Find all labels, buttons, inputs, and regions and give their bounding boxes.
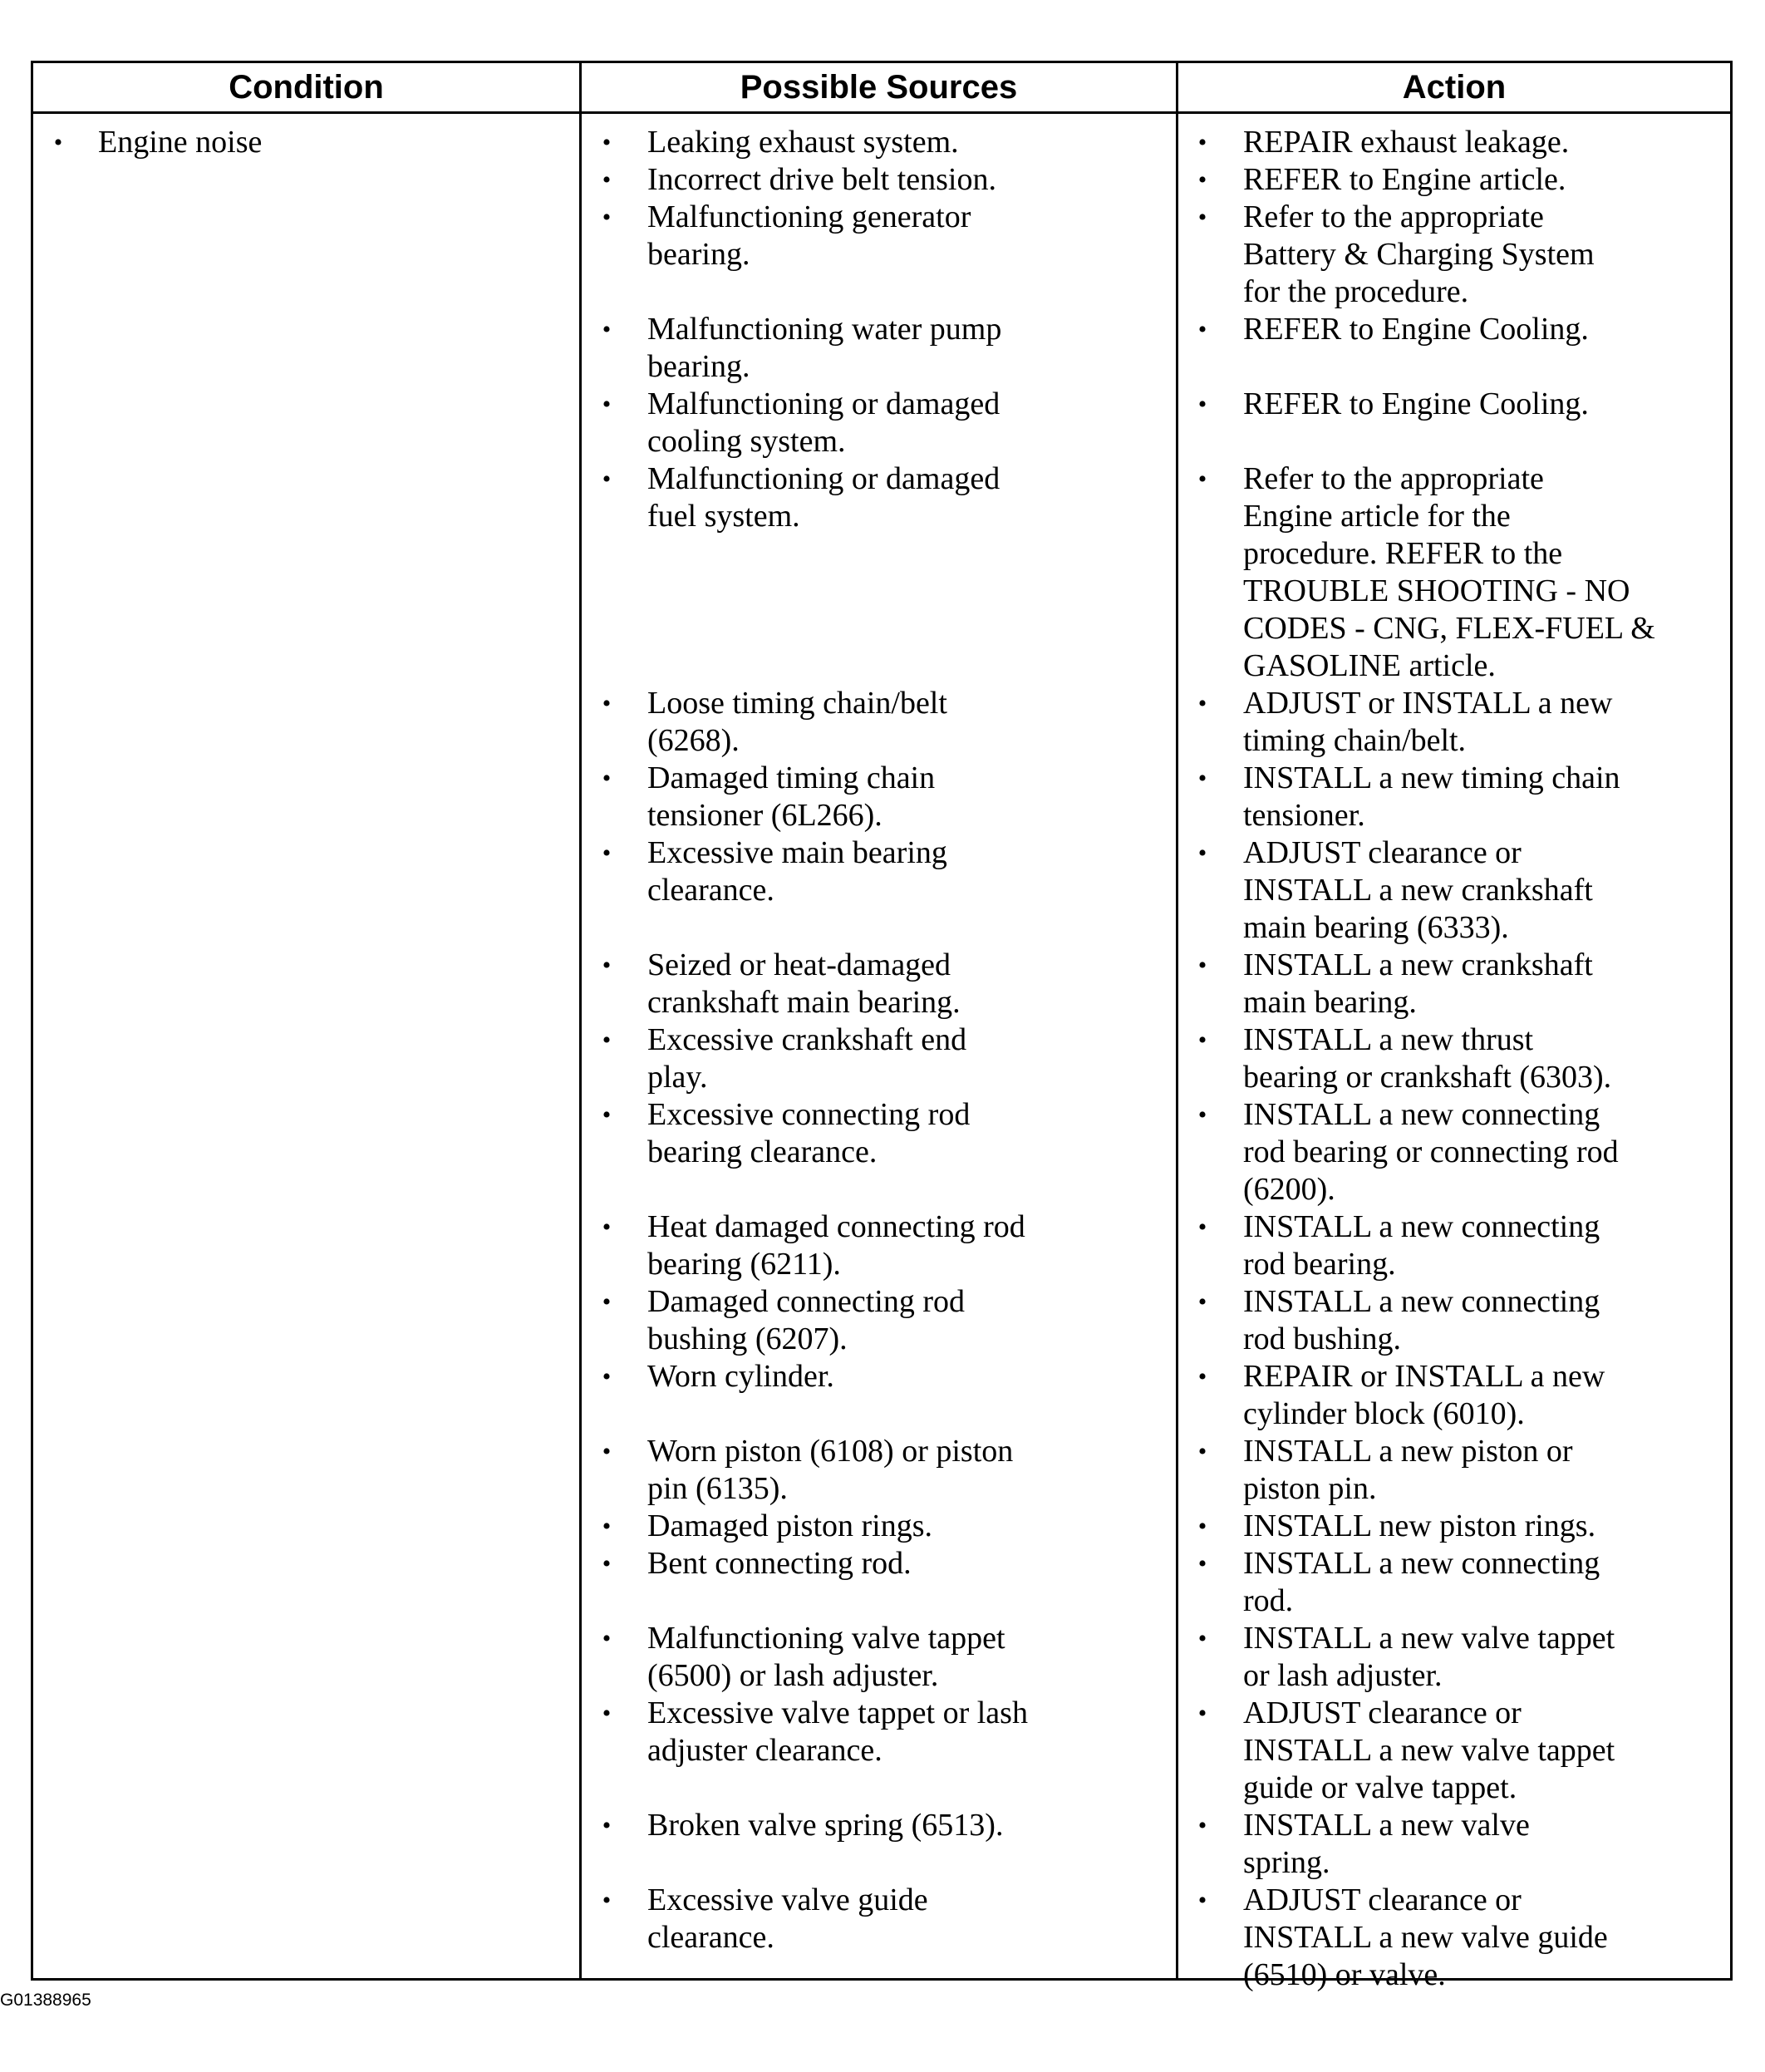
source-text: Excessive connecting rod bearing clearance. (647, 1097, 971, 1169)
bullet-icon: • (1197, 1438, 1207, 1465)
bullet-icon: • (1197, 1625, 1207, 1652)
header-possible-sources: Possible Sources (740, 68, 1018, 106)
source-text: Excessive crankshaft end play. (647, 1022, 967, 1095)
bullet-icon: • (1197, 316, 1207, 343)
action-text: ADJUST clearance or INSTALL a new valve tappet guide or valve tappet. (1243, 1695, 1615, 1805)
action-text: INSTALL a new connecting rod. (1243, 1546, 1600, 1618)
bullet-icon: • (602, 166, 612, 194)
bullet-icon: • (602, 1363, 612, 1390)
source-text: Leaking exhaust system. (647, 125, 959, 160)
source-text: Broken valve spring (6513). (647, 1808, 1004, 1843)
action-text: INSTALL a new valve tappet or lash adjuster. (1243, 1621, 1615, 1693)
bullet-icon: • (602, 839, 612, 867)
bullet-icon: • (602, 952, 612, 979)
source-text: Excessive valve guide clearance. (647, 1883, 928, 1955)
source-text: Heat damaged connecting rod bearing (6211). (647, 1209, 1025, 1282)
action-text: ADJUST clearance or INSTALL a new crankshaft main bearing (6333). (1243, 835, 1593, 945)
bullet-icon: • (1197, 1700, 1207, 1727)
bullet-icon: • (1197, 1812, 1207, 1839)
action-text: REFER to Engine Cooling. (1243, 386, 1589, 421)
source-text: Malfunctioning generator bearing. (647, 199, 971, 272)
action-text: INSTALL a new thrust bearing or crankshaft (6303). (1243, 1022, 1612, 1095)
bullet-icon: • (1197, 166, 1207, 194)
bullet-icon: • (602, 1101, 612, 1129)
source-text: Seized or heat-damaged crankshaft main bearing. (647, 947, 961, 1020)
column-divider-2 (1176, 63, 1178, 1978)
source-text: Excessive valve tappet or lash adjuster clearance. (647, 1695, 1028, 1768)
source-text: Malfunctioning or damaged cooling system. (647, 386, 1000, 459)
bullet-icon: • (53, 129, 63, 156)
action-text: INSTALL a new piston or piston pin. (1243, 1434, 1573, 1506)
bullet-icon: • (1197, 1550, 1207, 1577)
action-text: REFER to Engine article. (1243, 162, 1566, 197)
bullet-icon: • (1197, 465, 1207, 493)
action-text: Refer to the appropriate Engine article for the procedure. REFER to the TROUBLE SHOOTING - NO CODES - CNG, FLEX-FUEL & GASOLINE article. (1243, 461, 1655, 683)
header-action: Action (1402, 68, 1507, 106)
source-text: Bent connecting rod. (647, 1546, 912, 1581)
action-text: ADJUST or INSTALL a new timing chain/belt. (1243, 686, 1613, 758)
action-text: INSTALL a new timing chain tensioner. (1243, 760, 1620, 833)
column-divider-1 (579, 63, 582, 1978)
bullet-icon: • (1197, 1363, 1207, 1390)
source-text: Malfunctioning or damaged fuel system. (647, 461, 1000, 534)
source-text: Excessive main bearing clearance. (647, 835, 947, 908)
bullet-icon: • (1197, 1513, 1207, 1540)
action-text: INSTALL a new connecting rod bushing. (1243, 1284, 1600, 1356)
bullet-icon: • (1197, 1887, 1207, 1914)
source-text: Malfunctioning water pump bearing. (647, 312, 1002, 384)
bullet-icon: • (1197, 1213, 1207, 1241)
action-text: REPAIR exhaust leakage. (1243, 125, 1570, 160)
source-text: Damaged timing chain tensioner (6L266). (647, 760, 936, 833)
header-condition: Condition (229, 68, 384, 106)
bullet-icon: • (602, 1213, 612, 1241)
bullet-icon: • (602, 391, 612, 418)
action-text: REFER to Engine Cooling. (1243, 312, 1589, 347)
bullet-icon: • (1197, 952, 1207, 979)
source-text: Damaged connecting rod bushing (6207). (647, 1284, 965, 1356)
bullet-icon: • (1197, 1026, 1207, 1054)
action-text: INSTALL a new crankshaft main bearing. (1243, 947, 1593, 1020)
bullet-icon: • (602, 1550, 612, 1577)
action-text: INSTALL new piston rings. (1243, 1508, 1596, 1543)
source-text: Malfunctioning valve tappet (6500) or lash adjuster. (647, 1621, 1005, 1693)
bullet-icon: • (602, 765, 612, 792)
bullet-icon: • (1197, 391, 1207, 418)
table-header-row (33, 63, 1730, 114)
source-text: Worn cylinder. (647, 1359, 834, 1394)
condition-text: Engine noise (98, 125, 263, 160)
source-text: Damaged piston rings. (647, 1508, 933, 1543)
bullet-icon: • (602, 1288, 612, 1316)
bullet-icon: • (1197, 765, 1207, 792)
bullet-icon: • (602, 1438, 612, 1465)
bullet-icon: • (602, 129, 612, 156)
bullet-icon: • (602, 1812, 612, 1839)
action-text: REPAIR or INSTALL a new cylinder block (6010). (1243, 1359, 1605, 1431)
bullet-icon: • (602, 1887, 612, 1914)
bullet-icon: • (1197, 1101, 1207, 1129)
source-text: Incorrect drive belt tension. (647, 162, 996, 197)
bullet-icon: • (602, 1026, 612, 1054)
source-text: Loose timing chain/belt (6268). (647, 686, 947, 758)
bullet-icon: • (1197, 839, 1207, 867)
action-text: INSTALL a new connecting rod bearing or connecting rod (6200). (1243, 1097, 1619, 1207)
bullet-icon: • (602, 1513, 612, 1540)
bullet-icon: • (1197, 204, 1207, 231)
bullet-icon: • (602, 316, 612, 343)
action-text: INSTALL a new connecting rod bearing. (1243, 1209, 1600, 1282)
bullet-icon: • (602, 690, 612, 717)
troubleshooting-table (31, 61, 1733, 1992)
bullet-icon: • (1197, 129, 1207, 156)
bullet-icon: • (602, 465, 612, 493)
action-text: INSTALL a new valve spring. (1243, 1808, 1530, 1880)
figure-code: G01388965 (0, 1991, 91, 2010)
action-text: ADJUST clearance or INSTALL a new valve guide (6510) or valve. (1243, 1883, 1608, 1992)
bullet-icon: • (602, 1625, 612, 1652)
source-text: Worn piston (6108) or piston pin (6135). (647, 1434, 1014, 1506)
bullet-icon: • (602, 204, 612, 231)
bullet-icon: • (1197, 1288, 1207, 1316)
bullet-icon: • (1197, 690, 1207, 717)
bullet-icon: • (602, 1700, 612, 1727)
action-text: Refer to the appropriate Battery & Charging System for the procedure. (1243, 199, 1595, 309)
